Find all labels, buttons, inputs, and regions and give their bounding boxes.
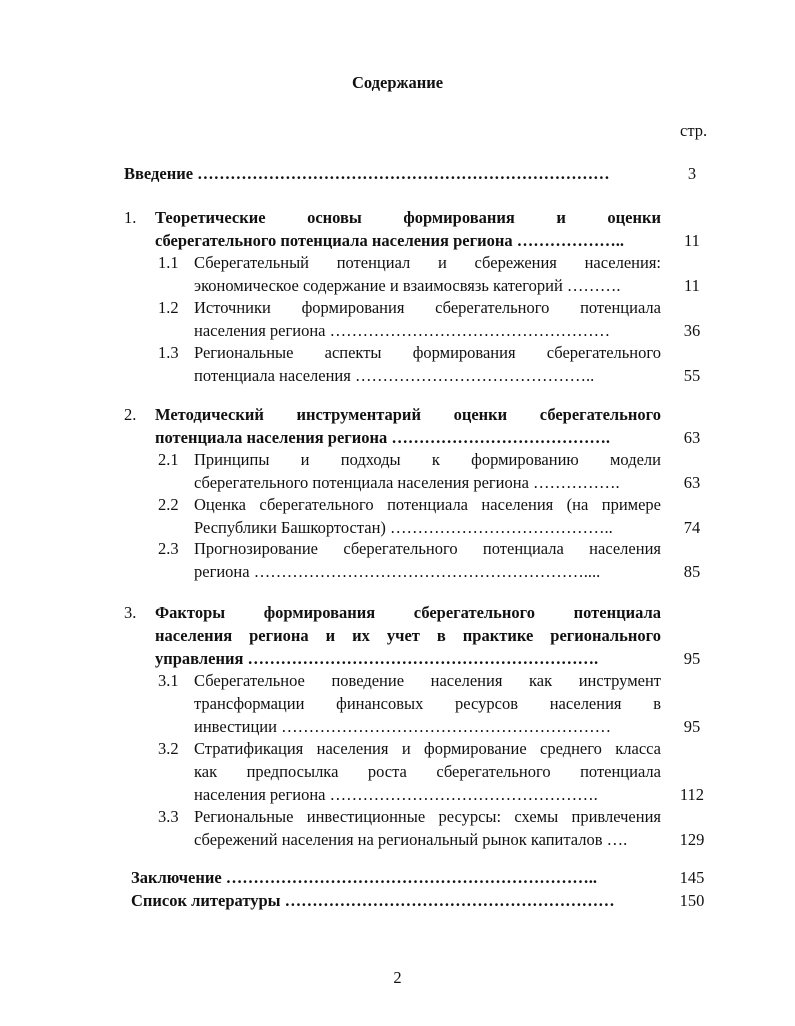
page-number-footer: 2 — [393, 968, 402, 987]
section-number: 2.1 — [158, 450, 179, 469]
section-title-line: Сберегательный потенциал и сбережения населения: — [194, 253, 661, 272]
chapter-title-line: населения региона и их учет в практике регионального — [155, 626, 661, 645]
section-title-line: Источники формирования сберегательного потенциала — [194, 298, 661, 317]
section-number: 3.1 — [158, 671, 179, 690]
section-title-line: Республики Башкортостан) ………………………………….. — [194, 518, 613, 537]
toc-conclusion-text: Заключение ………………………………………………………….. — [131, 868, 598, 887]
chapter-title-line: сберегательного потенциала населения региона ……………….. — [155, 231, 624, 250]
chapter-title-line: Теоретические основы формирования и оценки — [155, 208, 661, 227]
section-page: 11 — [684, 276, 700, 295]
section-title-line: как предпосылка роста сберегательного потенциала — [194, 762, 661, 781]
section-title-line: населения региона …………………………………………. — [194, 785, 598, 804]
section-number: 1.3 — [158, 343, 179, 362]
chapter-title-line: управления ………………………………………………………. — [155, 649, 599, 668]
section-number: 3.3 — [158, 807, 179, 826]
section-title-line: Стратификация населения и формирование среднего класса — [194, 739, 661, 758]
chapter-title-line: Методический инструментарий оценки сберегательного — [155, 405, 661, 424]
page-column-header: стр. — [680, 121, 708, 140]
section-page: 63 — [683, 473, 701, 492]
section-page: 36 — [683, 321, 701, 340]
toc-intro-text: Введение ………………………………………………………………… — [124, 164, 610, 183]
section-title-line: Сберегательное поведение населения как инструмент — [194, 671, 661, 690]
section-number: 1.1 — [158, 253, 179, 272]
section-title-line: Прогнозирование сберегательного потенциала населения — [194, 539, 661, 558]
toc-literature-text: Список литературы …………………………………………………… — [131, 891, 615, 910]
section-title-line: трансформации финансовых ресурсов населения в — [194, 694, 661, 713]
chapter-page: 11 — [684, 231, 700, 250]
section-title-line: населения региона …………………………………………… — [194, 321, 611, 340]
section-title-line: Региональные аспекты формирования сберегательного — [194, 343, 661, 362]
page-title: Содержание — [351, 73, 444, 92]
section-title-line: Оценка сберегательного потенциала населения (на примере — [194, 495, 661, 514]
section-number: 3.2 — [158, 739, 179, 758]
toc-literature-page: 150 — [679, 891, 705, 910]
toc-intro-page: 3 — [687, 164, 697, 183]
section-title-line: сбережений населения на региональный рынок капиталов …. — [194, 830, 628, 849]
section-title-line: инвестиции …………………………………………………… — [194, 717, 612, 736]
toc-conclusion-page: 145 — [679, 868, 705, 887]
section-title-line: экономическое содержание и взаимосвязь категорий ………. — [194, 276, 621, 295]
section-page: 85 — [683, 562, 701, 581]
section-title-line: Региональные инвестиционные ресурсы: схемы привлечения — [194, 807, 661, 826]
section-title-line: потенциала населения …………………………………….. — [194, 366, 595, 385]
section-number: 1.2 — [158, 298, 179, 317]
chapter-title-line: Факторы формирования сберегательного потенциала — [155, 603, 661, 622]
section-page: 95 — [683, 717, 701, 736]
section-number: 2.2 — [158, 495, 179, 514]
chapter-page: 95 — [683, 649, 701, 668]
chapter-page: 63 — [683, 428, 701, 447]
section-title-line: Принципы и подходы к формированию модели — [194, 450, 661, 469]
section-title-line: региона …………………………………………………….... — [194, 562, 601, 581]
section-page: 74 — [683, 518, 701, 537]
chapter-number: 1. — [124, 208, 137, 227]
section-page: 55 — [683, 366, 701, 385]
chapter-number: 3. — [124, 603, 137, 622]
section-page: 129 — [679, 830, 705, 849]
chapter-number: 2. — [124, 405, 137, 424]
section-title-line: сберегательного потенциала населения региона ……………. — [194, 473, 620, 492]
section-page: 112 — [679, 785, 705, 804]
section-number: 2.3 — [158, 539, 179, 558]
chapter-title-line: потенциала населения региона …………………………………. — [155, 428, 611, 447]
